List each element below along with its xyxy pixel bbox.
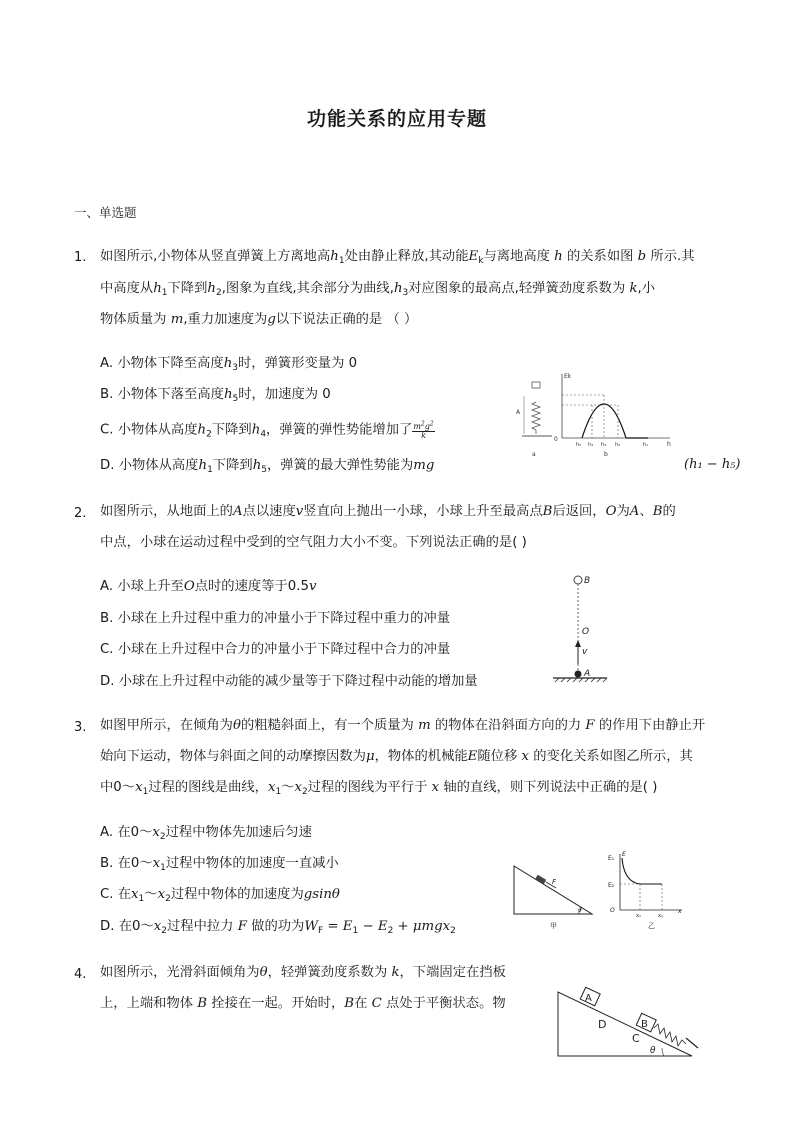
svg-text:h: h: [667, 441, 671, 448]
svg-text:B: B: [584, 576, 591, 586]
q3-stem-line3: 中$0\sim x_1$过程的图线是曲线，$x_1\sim x_2$过程的图线为平行于 x 轴的直线，则下列说法中正确的是( ): [100, 780, 658, 797]
q2-stem-line2: 中点，小球在运动过程中受到的空气阻力大小不变。下列说法正确的是( ): [100, 535, 527, 550]
q4-figure: [552, 982, 702, 1066]
question-number: 3.: [74, 720, 87, 735]
svg-text:E₁: E₁: [608, 855, 615, 862]
q2-option-a[interactable]: A. 小球上升至O点时的速度等于0.5v: [100, 579, 317, 594]
svg-text:Ek: Ek: [564, 373, 572, 380]
q3-option-c[interactable]: C. 在$x_1\sim x_2$过程中物体的加速度为gsinθ: [100, 887, 340, 904]
svg-text:甲: 甲: [550, 922, 557, 930]
fraction: $m^2g^2$ k: [413, 420, 434, 440]
q3-option-d[interactable]: D. 在$0\sim x_2$过程中拉力 F 做的功为$W_F = E_1 - E_2 + \mu mgx_2$: [100, 919, 456, 936]
svg-text:a: a: [532, 451, 536, 458]
svg-text:D: D: [598, 1018, 607, 1031]
q1-stem-line2: 中高度从$h_1$下降到$h_2$,图象为直线,其余部分为曲线$,h_3$对应图象的最高点,轻弹簧劲度系数为 k,小: [100, 281, 656, 298]
svg-text:h₄: h₄: [588, 442, 594, 448]
svg-text:v: v: [582, 647, 588, 657]
q2-option-c[interactable]: C. 小球在上升过程中合力的冲量小于下降过程中合力的冲量: [100, 642, 451, 657]
svg-text:x₁: x₁: [636, 913, 641, 919]
q1-stem-line3: 物体质量为 m,重力加速度为g以下说法正确的是 （ ）: [100, 312, 418, 327]
q3-option-a[interactable]: A. 在$0\sim x_2$过程中物体先加速后匀速: [100, 825, 312, 842]
page-title: 功能关系的应用专题: [306, 108, 487, 130]
svg-text:h₁: h₁: [643, 442, 649, 448]
question-number: 2.: [74, 506, 87, 521]
q1-option-c[interactable]: C. 小物体从高度$h_2$下降到$h_4$，弹簧的弹性势能增加了$m^2g^2$ k: [100, 420, 434, 440]
q2-stem-line1: 如图所示，从地面上的A点以速度v竖直向上抛出一小球，小球上升至最高点B后返回，O为A、B的: [100, 504, 676, 519]
q3-stem-line2: 始向下运动，物体与斜面之间的动摩擦因数为μ，物体的机械能E随位移 x 的变化关系如图乙所示，其: [100, 749, 693, 764]
svg-text:A: A: [585, 993, 592, 1004]
section-heading: 一、单选题: [74, 205, 137, 220]
svg-text:h₃: h₃: [601, 442, 607, 448]
svg-text:h₂: h₂: [615, 442, 621, 448]
svg-text:B: B: [641, 1019, 648, 1030]
q3-stem-line1: 如图甲所示，在倾角为θ的粗糙斜面上，有一个质量为 m 的物体在沿斜面方向的力 F 的作用下由静止开: [100, 718, 706, 733]
svg-text:θ: θ: [578, 907, 582, 914]
svg-text:F: F: [552, 878, 557, 886]
svg-text:h₅: h₅: [576, 442, 582, 448]
svg-text:b: b: [604, 451, 608, 458]
q1-option-a[interactable]: A. 小物体下降至高度$h_3$时，弹簧形变量为 0: [100, 356, 358, 373]
svg-text:O: O: [610, 907, 615, 914]
q3-option-b[interactable]: B. 在$0\sim x_1$过程中物体的加速度一直减小: [100, 856, 339, 873]
question-number: 1.: [74, 250, 87, 265]
svg-text:乙: 乙: [648, 922, 655, 930]
svg-text:A: A: [584, 669, 591, 679]
q1-option-d[interactable]: D. 小物体从高度$h_1$下降到$h_5$，弹簧的最大弹性势能为mg: [100, 458, 435, 475]
svg-text:A: A: [516, 409, 521, 416]
q1-stem-line1: 如图所示,小物体从竖直弹簧上方离地高$h_1$处由静止释放,其动能$E_k$与离地高度 h 的关系如图 b 所示.其: [100, 249, 695, 266]
svg-text:E: E: [622, 851, 626, 858]
svg-text:E₂: E₂: [608, 882, 615, 889]
q1-figure: [512, 370, 677, 466]
q3-figure: [508, 848, 690, 937]
svg-text:C: C: [632, 1032, 640, 1045]
svg-text:O: O: [582, 627, 590, 637]
svg-text:x₂: x₂: [658, 913, 663, 919]
svg-text:x: x: [678, 908, 682, 915]
svg-text:0: 0: [554, 436, 558, 443]
q2-figure: [545, 570, 615, 692]
q4-stem-line1: 如图所示，光滑斜面倾角为θ，轻弹簧劲度系数为 k，下端固定在挡板: [100, 965, 506, 980]
svg-text:θ: θ: [650, 1046, 656, 1056]
question-number: 4.: [74, 967, 87, 982]
q2-option-b[interactable]: B. 小球在上升过程中重力的冲量小于下降过程中重力的冲量: [100, 611, 450, 626]
q1-range-note: (h₁ − h₅): [684, 457, 741, 472]
q1-option-b[interactable]: B. 小物体下落至高度$h_5$时，加速度为 0: [100, 387, 331, 404]
q2-option-d[interactable]: D. 小球在上升过程中动能的减少量等于下降过程中动能的增加量: [100, 674, 478, 689]
q4-stem-line2: 上，上端和物体 B 拴接在一起。开始时，B在 C 点处于平衡状态。物: [100, 996, 506, 1011]
